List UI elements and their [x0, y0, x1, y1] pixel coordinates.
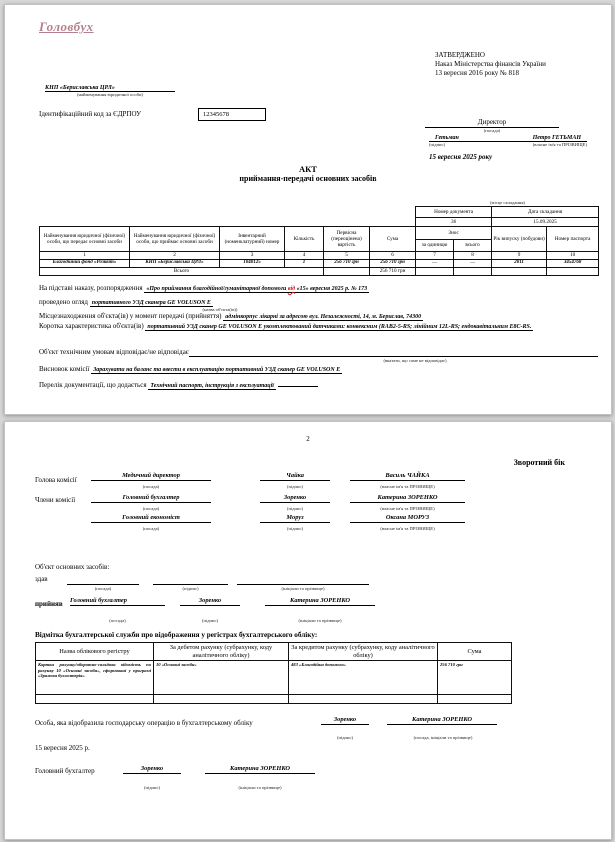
- table-spacer: [40, 207, 416, 218]
- cell-depr-unit: —: [416, 260, 454, 268]
- acct-empty: [154, 695, 289, 704]
- place-caption: (місце складання): [490, 200, 525, 205]
- conclusion-line: [39, 365, 598, 375]
- col-header-depreciation: Знос: [416, 227, 492, 240]
- cell-sum: 256 710 грн: [370, 260, 416, 268]
- total-empty: [547, 268, 599, 276]
- col-header-sum: Сума: [370, 227, 416, 252]
- cell-receiver: КНП «Бериславська ЦРЛ»: [130, 260, 220, 268]
- fullname-caption: (власне ім'я та ПРІЗВИЩЕ): [380, 506, 435, 511]
- acct-header-debit: За дебетом рахунку (субрахунку, коду аналітичного обліку): [154, 643, 289, 661]
- basis-red-mark: від: [287, 286, 296, 292]
- col-number: 1: [40, 252, 130, 260]
- description-line: [39, 322, 598, 332]
- signature-caption: (підпис): [286, 506, 304, 511]
- organization-name: КНП «Бериславська ЦРЛ»: [45, 85, 175, 92]
- cell-sender: Благодійний фонд «Розквіт»: [40, 260, 130, 268]
- acct-header-register: Назва облікового регістру: [36, 643, 154, 661]
- received-name: Катерина ЗОРЕНКО: [265, 597, 375, 606]
- received-label: прийняв: [35, 600, 63, 608]
- col-header-initial-value: Первісна (переоцінена) вартість: [324, 227, 370, 252]
- object-section-title: Об'єкт основних засобів:: [35, 563, 110, 571]
- record-date: 15 вересня 2025 р.: [35, 744, 90, 752]
- basis-paragraph: [39, 284, 598, 294]
- col-header-depr-unit: за одиницю: [416, 240, 454, 252]
- commission-signature: Зоренко: [260, 494, 330, 503]
- location-label: Місцезнаходження об'єкта(ів) у момент передачі (прийняття): [39, 312, 222, 320]
- cell-passport: 3454768: [547, 260, 599, 268]
- document-title: АКТ: [299, 164, 317, 174]
- initials-caption: (ініціали та прізвище): [281, 586, 325, 591]
- conclusion-label: Висновок комісії: [39, 365, 90, 373]
- organization-block: [45, 85, 175, 98]
- page-number: 2: [306, 435, 310, 443]
- doc-number-header: Номер документа: [416, 207, 492, 218]
- initials-caption: (ініціали та прізвище): [238, 785, 282, 790]
- signature-caption: (підпис): [336, 735, 354, 740]
- acct-header-credit: За кредитом рахунку (субрахунку, коду аналітичного обліку): [289, 643, 438, 661]
- fullname-caption: (власне ім'я та ПРІЗВИЩЕ): [532, 142, 587, 147]
- edrpou-label: Ідентифікаційний код за ЄДРПОУ: [39, 110, 142, 118]
- chief-accountant-label: Головний бухгалтер: [35, 767, 95, 775]
- received-signature: Зоренко: [180, 597, 240, 606]
- commission-signature: Чайка: [260, 472, 330, 481]
- acct-cell-register: Картки рахунку/оборотно-сальдова відомість по рахунку 10 «Основні засоби», сформовані у програмі «Зрамова бухгалтерія»: [36, 661, 154, 695]
- commission-position: Медичний директор: [91, 472, 211, 481]
- acct-cell-credit: 483 «Благодійна допомога»: [289, 661, 438, 695]
- document-subtitle: приймання-передачі основних засобів: [239, 174, 377, 183]
- approved-block: [435, 51, 605, 78]
- total-label: Всього: [40, 268, 324, 276]
- blank-line: [189, 348, 598, 357]
- commission-name: Оксана МОРУЗ: [350, 514, 465, 523]
- commission-name: Катерина ЗОРЕНКО: [350, 494, 465, 503]
- document-page-1: [4, 4, 612, 415]
- col-header-quantity: Кількість: [285, 227, 324, 252]
- position-caption: (посада): [109, 618, 126, 623]
- col-header-inventory: Інвентарний (номенклатурний) номер: [220, 227, 285, 252]
- tech-conditions-caption: (вказати, що саме не відповідає): [383, 358, 447, 363]
- signature-caption: (підпис): [182, 586, 199, 591]
- director-position-caption: (посада): [483, 128, 501, 133]
- chief-name: Катерина ЗОРЕНКО: [205, 765, 315, 774]
- approved-line: 13 вересня 2016 року № 818: [435, 69, 519, 77]
- back-side-label: Зворотний бік: [513, 458, 565, 467]
- col-number: 10: [547, 252, 599, 260]
- position-caption: (посада): [142, 526, 160, 531]
- golovbukh-logo: Головбух: [39, 19, 94, 34]
- received-position: Головний бухгалтер: [70, 597, 165, 606]
- assets-table: [39, 206, 599, 276]
- approved-line: Наказ Міністерства фінансів України: [435, 60, 546, 68]
- cell-inventory: 1040125: [220, 260, 285, 268]
- commission-position: Головний бухгалтер: [91, 494, 211, 503]
- blank-line: [237, 583, 369, 585]
- recorded-signature: Зоренко: [321, 716, 369, 725]
- doc-date-header: Дата складання: [492, 207, 599, 218]
- col-header-receiver: Найменування юридичної (фізичної) особи, що приймає основні засоби: [130, 227, 220, 252]
- inspect-label: проведено огляд: [39, 298, 88, 306]
- director-name: Петро ГЕТЬМАН: [532, 135, 581, 141]
- blank-line: [153, 583, 228, 585]
- table-spacer: [40, 218, 416, 227]
- document-page-2: [4, 421, 612, 840]
- cell-depr-total: —: [454, 260, 492, 268]
- blank-line: [67, 583, 139, 585]
- signature-caption: (підпис): [429, 142, 446, 147]
- description-value: портативний УЗД сканер GE VOLUSON E укомплектований датчиками: конвексним (RAB2-5-RS; лінійним 12L-RS; ендокавітальним E8C-RS.: [147, 324, 532, 330]
- commission-members-label: Члени комісії: [35, 496, 76, 504]
- acct-cell-debit: 10 «Основні засоби»: [154, 661, 289, 695]
- approved-line: ЗАТВЕРДЖЕНО: [435, 51, 485, 59]
- documents-line: [39, 378, 598, 391]
- fullname-caption: (власне ім'я та ПРІЗВИЩЕ): [380, 484, 435, 489]
- position-caption: (посада): [94, 586, 112, 591]
- chief-signature: Зоренко: [123, 765, 181, 774]
- total-empty: [492, 268, 547, 276]
- col-header-year: Рік випуску (побудови): [492, 227, 547, 252]
- object-name-caption: (назва об'єкта(ів)): [202, 307, 238, 312]
- organization-caption: (найменування юридичної особи): [76, 92, 144, 97]
- acct-cell-sum: 256 710 грн: [438, 661, 512, 695]
- cell-year: 2011: [492, 260, 547, 268]
- director-signature: Гетьман: [435, 135, 459, 141]
- initials-caption: (ініціали та прізвище): [298, 618, 342, 623]
- basis-value: «Про приймання благодійної/гуманітарної допомоги від «15» вересня 2025 р. № 173: [146, 286, 368, 292]
- total-empty: [324, 268, 370, 276]
- total-empty: [454, 268, 492, 276]
- edrpou-value-box: 12345678: [198, 108, 266, 121]
- acct-empty: [36, 695, 154, 704]
- inspect-value: портативного УЗД сканера GE VOLUSON E: [91, 300, 211, 306]
- col-number: 8: [454, 252, 492, 260]
- signature-caption: (підпис): [286, 526, 304, 531]
- commission-signature: Моруз: [260, 514, 330, 523]
- position-caption: (посада): [142, 484, 160, 489]
- fullname-caption: (власне ім'я та ПРІЗВИЩЕ): [380, 526, 435, 531]
- col-number: 9: [492, 252, 547, 260]
- position-caption: (посада): [142, 506, 160, 511]
- col-header-sender: Найменування юридичної (фізичної) особи, що передає основні засоби: [40, 227, 130, 252]
- accounting-section-title: Відмітка бухгалтерської служби про відображення у регістрах бухгалтерського обліку:: [35, 631, 318, 639]
- conclusion-value: Зарахувати на баланс та ввести в експлуатацію портативний УЗД сканер GE VOLUSON E: [93, 367, 341, 373]
- accounting-table: [35, 642, 512, 704]
- total-sum: 256 710 грн: [370, 268, 416, 276]
- signature-caption: (підпис): [201, 618, 219, 623]
- director-position: Директор: [425, 118, 559, 128]
- director-signature-block: [429, 135, 587, 148]
- tech-conditions-label: Об'єкт технічним умовам відповідає/не відповідає: [39, 348, 189, 356]
- cell-initial-value: 256 710 грн: [324, 260, 370, 268]
- acct-empty: [438, 695, 512, 704]
- director-position-block: [425, 118, 559, 134]
- commission-name: Василь ЧАЙКА: [350, 472, 465, 481]
- col-number: 3: [220, 252, 285, 260]
- col-number: 4: [285, 252, 324, 260]
- acct-empty: [289, 695, 438, 704]
- col-header-depr-total: всього: [454, 240, 492, 252]
- blank-line: [278, 378, 318, 387]
- pos-initials-caption: (посада, ініціали та прізвище): [413, 735, 473, 740]
- approval-date: 15 вересня 2025 року: [429, 153, 493, 161]
- cell-quantity: 1: [285, 260, 324, 268]
- location-line: [39, 312, 598, 322]
- documents-label: Перелік документації, що додається: [39, 381, 147, 389]
- documents-value: Технічний паспорт, інструкція з експлуатації: [150, 383, 274, 389]
- gave-label: здав: [35, 575, 48, 583]
- signature-caption: (підпис): [143, 785, 161, 790]
- basis-label: На підставі наказу, розпорядження: [39, 284, 143, 292]
- col-number: 7: [416, 252, 454, 260]
- signature-caption: (підпис): [286, 484, 304, 489]
- acct-header-sum: Сума: [438, 643, 512, 661]
- col-number: 5: [324, 252, 370, 260]
- description-label: Коротка характеристика об'єкта(ів): [39, 322, 144, 330]
- col-header-passport: Номер паспорта: [547, 227, 599, 252]
- col-number: 6: [370, 252, 416, 260]
- tech-conditions-line: [39, 348, 598, 357]
- doc-number-value: 36: [416, 218, 492, 227]
- doc-date-value: 15.09.2025: [492, 218, 599, 227]
- col-number: 2: [130, 252, 220, 260]
- location-value: адмінкорпус лікарні за адресою вул. Незалежності, 14, м. Берислав, 74300: [225, 314, 422, 320]
- commission-head-label: Голова комісії: [35, 476, 77, 484]
- commission-position: Головний економіст: [91, 514, 211, 523]
- recorded-name: Катерина ЗОРЕНКО: [387, 716, 497, 725]
- total-empty: [416, 268, 454, 276]
- recorded-label: Особа, яка відобразила господарську операцію в бухгалтерському обліку: [35, 719, 253, 727]
